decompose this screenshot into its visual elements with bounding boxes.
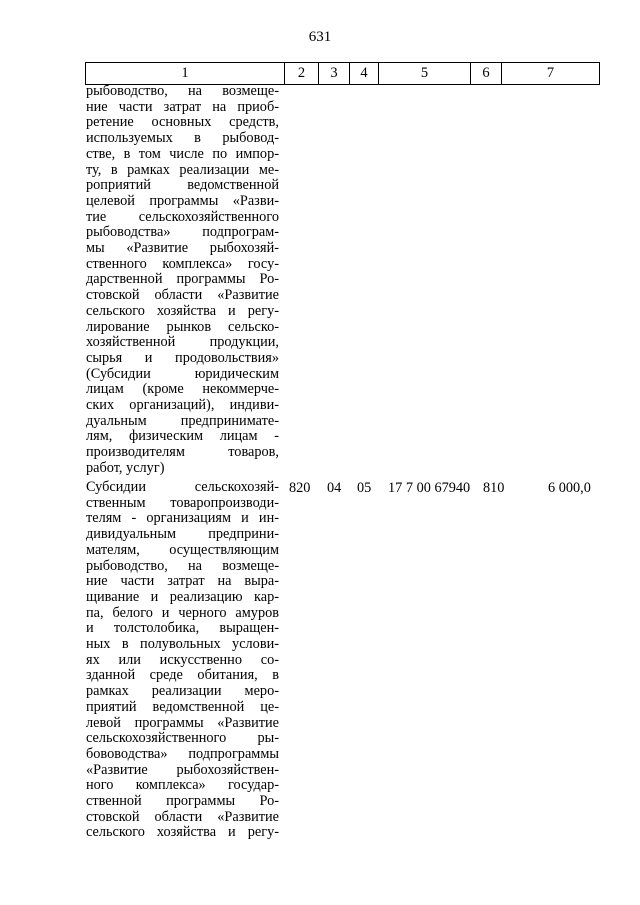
text-line: стовской области «Развитие	[86, 808, 279, 825]
text-line: ного комплекса» государ-	[86, 777, 279, 794]
text-line: «Развитие рыбохозяйствен-	[86, 761, 279, 778]
text-line: роприятий ведомственной	[86, 177, 279, 194]
text-line: дивидуальным предприни-	[86, 526, 279, 543]
text-line: работ, услуг)	[86, 459, 165, 476]
text-line: мателям, осуществляющим	[86, 541, 279, 558]
text-line: левой программы «Развитие	[86, 714, 279, 731]
text-line: стве, в том числе по импор-	[86, 145, 279, 162]
row2-description	[86, 480, 279, 841]
text-line: лицам (кроме некоммерче-	[86, 381, 279, 398]
text-line: производителям товаров,	[86, 444, 279, 461]
text-line: телям - организациям и ин-	[86, 510, 279, 527]
text-line: ственного комплекса» госу-	[86, 255, 279, 272]
text-line: ретение основных средств,	[86, 114, 279, 131]
text-line: сырья и продовольствия»	[86, 349, 279, 366]
page-number: 631	[308, 29, 332, 45]
text-line: сельского хозяйства и регу-	[86, 302, 279, 319]
column-header-2: 2	[285, 63, 319, 85]
text-line: щивание и реализацию кар-	[86, 588, 279, 605]
text-line: (Субсидии юридическим	[86, 365, 279, 382]
text-line: приятий ведомственной це-	[86, 698, 279, 715]
text-line: тие сельскохозяйственного	[86, 208, 279, 225]
column-header-6: 6	[471, 63, 502, 85]
text-line: ных в полувольных услови-	[86, 636, 279, 653]
row2-col5-value: 17 7 00 67940	[388, 480, 471, 496]
text-line: ние части затрат на приоб-	[86, 98, 279, 115]
text-line: целевой программы «Разви-	[86, 192, 279, 209]
text-line: сельского хозяйства и регу-	[86, 824, 279, 841]
text-line: и толстолобика, выращен-	[86, 620, 279, 637]
text-line: мы «Развитие рыбохозяй-	[86, 240, 279, 257]
text-line: ту, в рамках реализации ме-	[86, 161, 279, 178]
table-header	[85, 62, 600, 85]
text-line: используемых в рыбовод-	[86, 130, 279, 147]
row1-description	[86, 84, 279, 477]
text-line: дуальным предпринимате-	[86, 412, 279, 429]
text-line: бововодства» подпрограммы	[86, 745, 279, 762]
column-header-3: 3	[319, 63, 350, 85]
column-header-7: 7	[502, 63, 600, 85]
column-header-5: 5	[379, 63, 471, 85]
text-line: лям, физическим лицам -	[86, 428, 279, 445]
text-line: рамках реализации меро-	[86, 683, 279, 700]
column-header-4: 4	[350, 63, 379, 85]
text-line: ственной программы Ро-	[86, 793, 279, 810]
text-line: ях или искусственно со-	[86, 651, 279, 668]
text-line: зданной среде обитания, в	[86, 667, 279, 684]
text-line: рыбоводство, на возмеще-	[86, 557, 279, 574]
text-line: лирование рынков сельско-	[86, 318, 279, 335]
text-line: рыбоводства» подпрограм-	[86, 224, 279, 241]
text-line: ние части затрат на выра-	[86, 573, 279, 590]
row2-col2-value: 820	[289, 480, 311, 496]
column-header-1: 1	[86, 63, 285, 85]
text-line: Субсидии сельскохозяй-	[86, 479, 279, 495]
text-line: ских организаций), индиви-	[86, 397, 279, 414]
text-line: стовской области «Развитие	[86, 287, 279, 304]
text-line: па, белого и черного амуров	[86, 604, 279, 621]
row2-col4-value: 05	[357, 480, 372, 496]
text-line: дарственной программы Ро-	[86, 271, 279, 288]
row2-col3-value: 04	[327, 480, 342, 496]
row2-col7-value: 6 000,0	[548, 480, 591, 496]
text-line: сельскохозяйственного ры-	[86, 730, 279, 747]
text-line: рыбоводство, на возмеще-	[86, 83, 279, 99]
text-line: хозяйственной продукции,	[86, 334, 279, 351]
row2-col6-value: 810	[483, 480, 505, 496]
text-line: ственным товаропроизводи-	[86, 494, 279, 511]
